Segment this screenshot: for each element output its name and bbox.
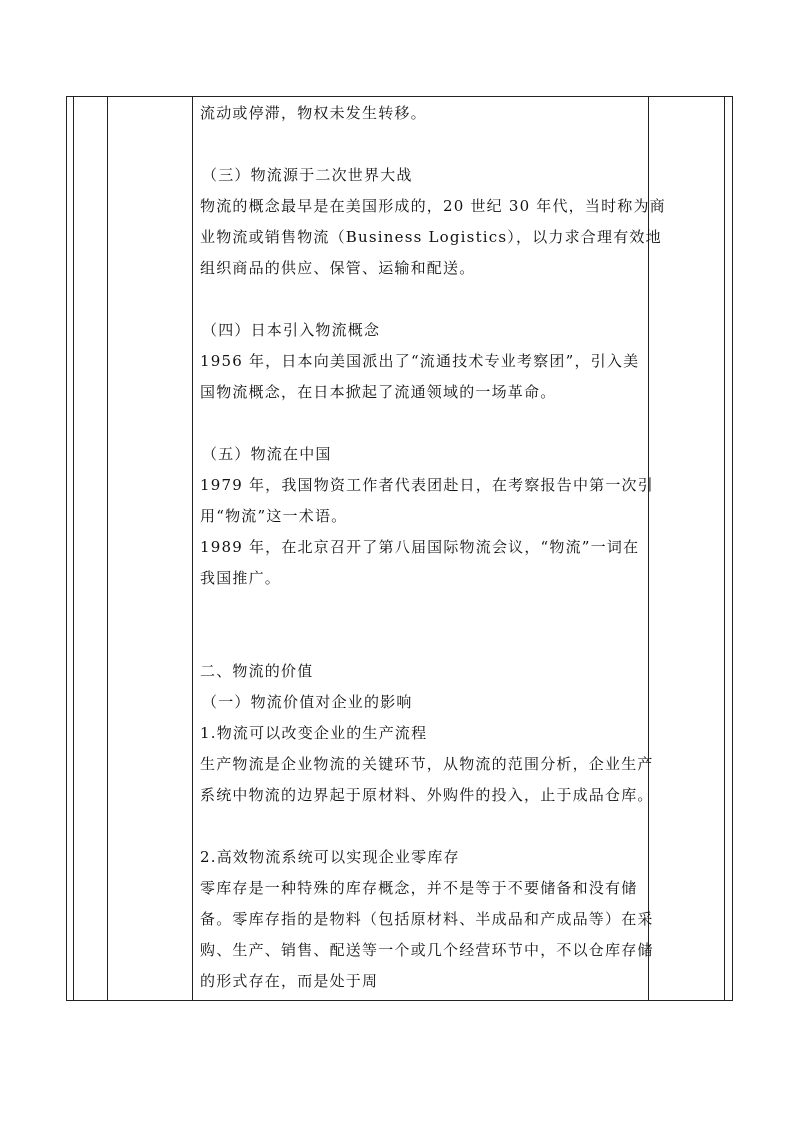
text-line: 国物流概念，在日本掀起了流通领域的一场革命。 <box>200 383 557 401</box>
section-heading: （一）物流价值对企业的影响 <box>202 693 413 711</box>
table-border-left <box>66 96 67 1001</box>
table-border-bottom <box>66 1000 733 1001</box>
table-border-top <box>66 96 733 97</box>
subsection-heading: 2.高效物流系统可以实现企业零库存 <box>200 848 460 866</box>
subsection-heading: 1.物流可以改变企业的生产流程 <box>200 724 428 742</box>
table-border-right <box>732 96 733 1001</box>
text-line: 1989 年，在北京召开了第八届国际物流会议，“物流”一词在 <box>200 538 640 556</box>
text-line: 1979 年，我国物资工作者代表团赴日，在考察报告中第一次引 <box>200 476 654 494</box>
text-line: 1956 年，日本向美国派出了“流通技术专业考察团”，引入美 <box>200 352 640 370</box>
column-divider-2 <box>192 96 193 1001</box>
text-line: 零库存是一种特殊的库存概念，并不是等于不要储备和没有储 <box>200 879 638 897</box>
text-line: 流动或停滞，物权未发生转移。 <box>200 104 427 122</box>
text-line: 购、生产、销售、配送等一个或几个经营环节中，不以仓库存储 <box>200 941 654 959</box>
column-divider-1 <box>107 96 108 1001</box>
text-line: 用“物流”这一术语。 <box>200 507 348 525</box>
text-line: 的形式存在，而是处于周 <box>200 972 379 990</box>
table-border-right-inner <box>724 96 725 1001</box>
text-line: 组织商品的供应、保管、运输和配送。 <box>200 259 476 277</box>
table-border-left-inner <box>73 96 74 1001</box>
chapter-heading: 二、物流的价值 <box>200 662 314 680</box>
content-cell <box>200 98 666 997</box>
section-heading: （四）日本引入物流概念 <box>202 321 381 339</box>
text-line: 生产物流是企业物流的关键环节，从物流的范围分析，企业生产 <box>200 755 654 773</box>
text-line: 物流的概念最早是在美国形成的，20 世纪 30 年代，当时称为商 <box>200 197 666 215</box>
text-line: 系统中物流的边界起于原材料、外购件的投入，止于成品仓库。 <box>200 786 654 804</box>
text-line: 我国推广。 <box>200 569 282 587</box>
section-heading: （三）物流源于二次世界大战 <box>202 166 413 184</box>
text-line: 备。零库存指的是物料（包括原材料、半成品和产成品等）在采 <box>200 910 654 928</box>
section-heading: （五）物流在中国 <box>202 445 332 463</box>
text-line: 业物流或销售物流（Business Logistics），以力求合理有效地 <box>200 228 662 246</box>
